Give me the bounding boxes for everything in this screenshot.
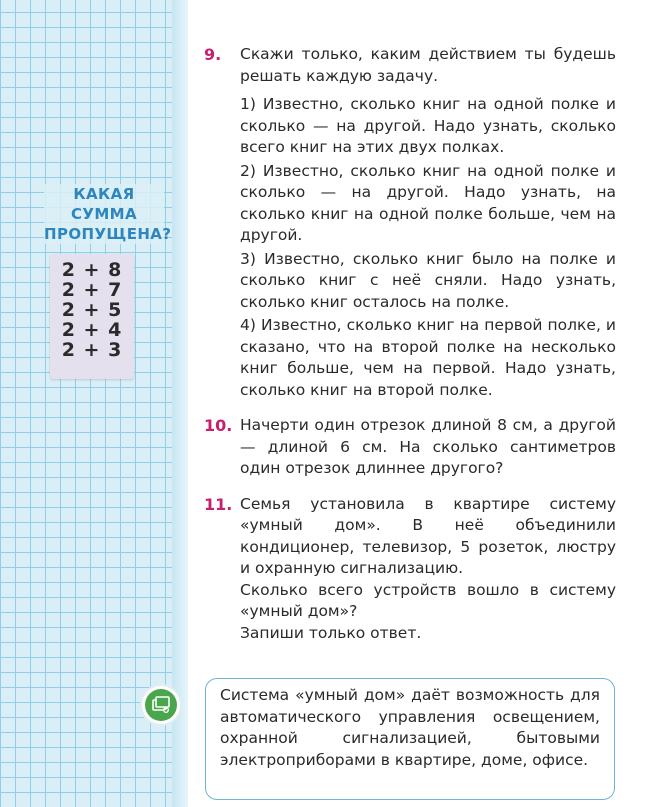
sidebar-title-line: КАКАЯ <box>73 185 135 203</box>
task-item: 2) Известно, сколько книг на одной полке и сколько — на другой. Надо узнать, на сколько книг на одной полке больше, чем на другой. <box>240 161 616 244</box>
task-number: 11. <box>204 494 233 514</box>
task-item: 1) Известно, сколько книг на одной полке и сколько — на другой. Надо узнать, сколько всего книг на этих двух полках. <box>240 95 616 156</box>
task-9 <box>204 44 616 401</box>
sum-item: 2 + 7 <box>61 279 123 301</box>
task-10 <box>204 415 616 480</box>
sum-card <box>50 254 134 379</box>
task-item: 4) Известно, сколько книг на первой полке, и сказано, что на второй полке на несколько книг больше, чем на первой. Надо узнать, сколько книг на второй полке. <box>240 316 616 399</box>
task-instruction: Запиши только ответ. <box>240 623 422 642</box>
task-11 <box>204 494 616 645</box>
sidebar-title-line: ПРОПУЩЕНА? <box>44 225 172 243</box>
task-text: Семья установила в квартире систему «умный дом». В неё объединили кондиционер, телевизор, 5 розеток, люстру и охранную сигнализацию. <box>240 494 616 577</box>
task-number: 10. <box>204 416 233 435</box>
info-text: Система «умный дом» даёт возможность для автоматического управления освещением, охранной сигнализацией, бытовыми электроприборами в квартире, доме, офисе. <box>220 686 600 769</box>
computer-icon <box>142 686 180 724</box>
sum-item: 2 + 4 <box>61 319 123 341</box>
info-box <box>205 678 615 800</box>
sidebar-title <box>44 184 172 244</box>
task-number: 9. <box>204 45 222 64</box>
sidebar-title-line: СУММА <box>70 205 138 223</box>
task-text: Начерти один отрезок длиной 8 см, а другой — длиной 6 см. На сколько сантиметров один отрезок длиннее другого? <box>240 416 616 477</box>
sum-item: 2 + 8 <box>61 259 123 281</box>
page-binding <box>172 0 188 807</box>
sum-item: 2 + 5 <box>61 299 123 321</box>
sum-item: 2 + 3 <box>61 339 123 361</box>
task-question: Сколько всего устройств вошло в систему «умный дом»? <box>240 580 616 620</box>
main-content <box>204 44 616 644</box>
task-item: 3) Известно, сколько книг было на полке и сколько книг с неё сняли. Надо узнать, сколько книг осталось на полке. <box>240 249 616 311</box>
task-text: Скажи только, каким действием ты будешь решать каждую задачу. <box>240 45 616 85</box>
